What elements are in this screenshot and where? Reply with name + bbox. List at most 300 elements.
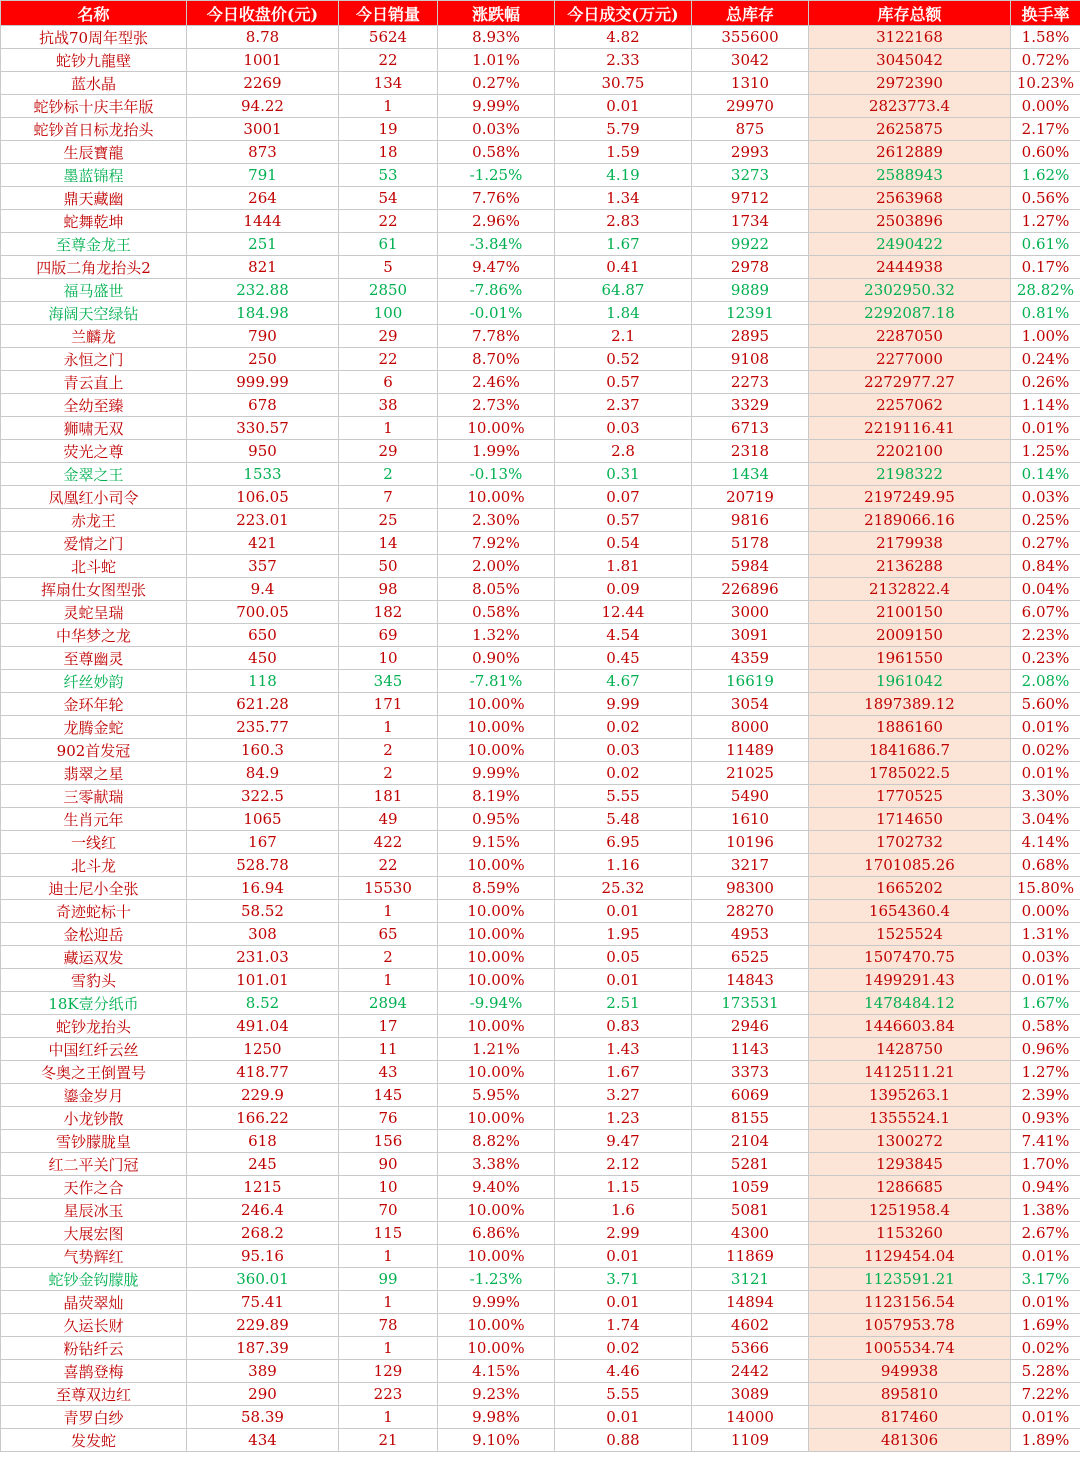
cell-turnover: 9.47 [555, 1130, 692, 1153]
cell-name: 雪钞朦胧皇 [1, 1130, 187, 1153]
cell-close-price: 95.16 [187, 1245, 339, 1268]
table-row [1, 1337, 1080, 1360]
cell-stock-amount: 2563968 [809, 187, 1011, 210]
cell-change: 2.30% [438, 509, 555, 532]
cell-turnover: 1.15 [555, 1176, 692, 1199]
cell-stock-amount: 1841686.7 [809, 739, 1011, 762]
cell-stock-amount: 2823773.4 [809, 95, 1011, 118]
cell-close-price: 491.04 [187, 1015, 339, 1038]
cell-close-price: 58.39 [187, 1406, 339, 1429]
cell-stock-amount: 2588943 [809, 164, 1011, 187]
cell-turnover: 2.1 [555, 325, 692, 348]
table-row [1, 440, 1080, 463]
cell-change: 1.99% [438, 440, 555, 463]
cell-volume: 99 [339, 1268, 438, 1291]
cell-turnover-rate: 2.08% [1011, 670, 1080, 693]
cell-turnover-rate: 0.00% [1011, 95, 1080, 118]
table-row [1, 118, 1080, 141]
table-row [1, 26, 1080, 49]
table-row [1, 923, 1080, 946]
table-row [1, 1406, 1080, 1429]
cell-turnover-rate: 0.17% [1011, 256, 1080, 279]
cell-stock: 3329 [692, 394, 809, 417]
cell-stock: 2318 [692, 440, 809, 463]
cell-name: 金翠之王 [1, 463, 187, 486]
cell-change: -1.25% [438, 164, 555, 187]
table-row [1, 1245, 1080, 1268]
cell-turnover-rate: 28.82% [1011, 279, 1080, 302]
cell-change: 8.19% [438, 785, 555, 808]
cell-volume: 345 [339, 670, 438, 693]
cell-close-price: 1250 [187, 1038, 339, 1061]
cell-change: 10.00% [438, 1337, 555, 1360]
table-row [1, 141, 1080, 164]
cell-turnover-rate: 0.26% [1011, 371, 1080, 394]
cell-stock: 9816 [692, 509, 809, 532]
cell-stock: 2993 [692, 141, 809, 164]
cell-name: 蛇钞九龍壁 [1, 49, 187, 72]
cell-turnover: 1.6 [555, 1199, 692, 1222]
cell-stock-amount: 1499291.43 [809, 969, 1011, 992]
cell-change: 9.15% [438, 831, 555, 854]
cell-turnover: 0.88 [555, 1429, 692, 1452]
cell-name: 青云直上 [1, 371, 187, 394]
cell-volume: 2 [339, 463, 438, 486]
table-row [1, 624, 1080, 647]
cell-name: 蛇钞龙抬头 [1, 1015, 187, 1038]
table-row [1, 1130, 1080, 1153]
cell-stock-amount: 2972390 [809, 72, 1011, 95]
header-stock: 总库存 [692, 1, 809, 26]
table-row [1, 1314, 1080, 1337]
cell-volume: 1 [339, 900, 438, 923]
cell-volume: 50 [339, 555, 438, 578]
cell-turnover: 5.55 [555, 1383, 692, 1406]
cell-turnover-rate: 6.07% [1011, 601, 1080, 624]
cell-volume: 76 [339, 1107, 438, 1130]
cell-stock-amount: 1785022.5 [809, 762, 1011, 785]
cell-change: 8.70% [438, 348, 555, 371]
cell-volume: 2 [339, 739, 438, 762]
cell-stock-amount: 1123591.21 [809, 1268, 1011, 1291]
cell-turnover-rate: 2.39% [1011, 1084, 1080, 1107]
cell-volume: 14 [339, 532, 438, 555]
cell-stock-amount: 949938 [809, 1360, 1011, 1383]
table-row [1, 739, 1080, 762]
cell-turnover: 0.02 [555, 716, 692, 739]
cell-close-price: 231.03 [187, 946, 339, 969]
cell-turnover: 3.71 [555, 1268, 692, 1291]
header-name: 名称 [1, 1, 187, 26]
cell-stock-amount: 1129454.04 [809, 1245, 1011, 1268]
cell-close-price: 251 [187, 233, 339, 256]
cell-close-price: 1065 [187, 808, 339, 831]
cell-change: 1.21% [438, 1038, 555, 1061]
cell-close-price: 650 [187, 624, 339, 647]
cell-turnover-rate: 0.94% [1011, 1176, 1080, 1199]
cell-change: 3.38% [438, 1153, 555, 1176]
table-row [1, 1199, 1080, 1222]
cell-change: 10.00% [438, 1314, 555, 1337]
cell-turnover: 0.57 [555, 371, 692, 394]
cell-volume: 18 [339, 141, 438, 164]
cell-volume: 49 [339, 808, 438, 831]
cell-volume: 10 [339, 1176, 438, 1199]
cell-volume: 98 [339, 578, 438, 601]
cell-volume: 171 [339, 693, 438, 716]
cell-name: 红二平关门冠 [1, 1153, 187, 1176]
cell-change: 9.98% [438, 1406, 555, 1429]
cell-turnover-rate: 1.69% [1011, 1314, 1080, 1337]
cell-close-price: 250 [187, 348, 339, 371]
cell-turnover-rate: 0.01% [1011, 969, 1080, 992]
cell-turnover-rate: 7.22% [1011, 1383, 1080, 1406]
cell-change: 9.40% [438, 1176, 555, 1199]
header-stock-amount: 库存总额 [809, 1, 1011, 26]
cell-change: 10.00% [438, 1061, 555, 1084]
cell-name: 爱情之门 [1, 532, 187, 555]
cell-close-price: 166.22 [187, 1107, 339, 1130]
cell-change: 10.00% [438, 900, 555, 923]
cell-turnover-rate: 1.27% [1011, 1061, 1080, 1084]
cell-stock-amount: 2302950.32 [809, 279, 1011, 302]
cell-stock-amount: 1123156.54 [809, 1291, 1011, 1314]
cell-stock-amount: 1714650 [809, 808, 1011, 831]
cell-turnover-rate: 7.41% [1011, 1130, 1080, 1153]
cell-stock-amount: 1300272 [809, 1130, 1011, 1153]
cell-name: 荧光之尊 [1, 440, 187, 463]
cell-change: 2.73% [438, 394, 555, 417]
cell-close-price: 3001 [187, 118, 339, 141]
cell-volume: 78 [339, 1314, 438, 1337]
cell-stock-amount: 1293845 [809, 1153, 1011, 1176]
cell-change: 1.32% [438, 624, 555, 647]
cell-change: 10.00% [438, 693, 555, 716]
cell-name: 中华梦之龙 [1, 624, 187, 647]
cell-change: 10.00% [438, 1107, 555, 1130]
table-row [1, 486, 1080, 509]
cell-turnover: 0.52 [555, 348, 692, 371]
cell-stock-amount: 2132822.4 [809, 578, 1011, 601]
cell-change: 10.00% [438, 969, 555, 992]
cell-stock-amount: 1654360.4 [809, 900, 1011, 923]
cell-turnover: 64.87 [555, 279, 692, 302]
cell-stock: 875 [692, 118, 809, 141]
cell-close-price: 223.01 [187, 509, 339, 532]
table-row [1, 877, 1080, 900]
cell-change: 5.95% [438, 1084, 555, 1107]
cell-turnover: 3.27 [555, 1084, 692, 1107]
cell-turnover: 4.46 [555, 1360, 692, 1383]
cell-stock: 3091 [692, 624, 809, 647]
cell-name: 挥扇仕女图型张 [1, 578, 187, 601]
cell-turnover: 5.55 [555, 785, 692, 808]
cell-close-price: 229.9 [187, 1084, 339, 1107]
cell-stock: 3089 [692, 1383, 809, 1406]
cell-close-price: 58.52 [187, 900, 339, 923]
cell-volume: 19 [339, 118, 438, 141]
cell-volume: 10 [339, 647, 438, 670]
cell-change: 4.15% [438, 1360, 555, 1383]
cell-name: 至尊幽灵 [1, 647, 187, 670]
cell-change: 0.95% [438, 808, 555, 831]
cell-change: 10.00% [438, 854, 555, 877]
cell-close-price: 621.28 [187, 693, 339, 716]
cell-turnover-rate: 0.23% [1011, 647, 1080, 670]
cell-turnover: 1.74 [555, 1314, 692, 1337]
table-row [1, 854, 1080, 877]
cell-name: 气势辉红 [1, 1245, 187, 1268]
cell-stock: 5081 [692, 1199, 809, 1222]
cell-volume: 181 [339, 785, 438, 808]
cell-turnover-rate: 0.61% [1011, 233, 1080, 256]
cell-volume: 129 [339, 1360, 438, 1383]
cell-stock-amount: 2198322 [809, 463, 1011, 486]
cell-turnover-rate: 10.23% [1011, 72, 1080, 95]
cell-turnover-rate: 1.27% [1011, 210, 1080, 233]
table-row [1, 1291, 1080, 1314]
cell-name: 晶荧翠灿 [1, 1291, 187, 1314]
cell-stock: 355600 [692, 26, 809, 49]
cell-name: 生肖元年 [1, 808, 187, 831]
cell-turnover: 2.51 [555, 992, 692, 1015]
cell-turnover: 0.01 [555, 900, 692, 923]
cell-close-price: 232.88 [187, 279, 339, 302]
cell-volume: 65 [339, 923, 438, 946]
cell-turnover: 0.54 [555, 532, 692, 555]
cell-turnover-rate: 1.38% [1011, 1199, 1080, 1222]
cell-turnover: 2.33 [555, 49, 692, 72]
cell-close-price: 330.57 [187, 417, 339, 440]
cell-turnover-rate: 5.28% [1011, 1360, 1080, 1383]
table-row [1, 532, 1080, 555]
header-turnover-rate: 换手率 [1011, 1, 1080, 26]
cell-turnover: 0.57 [555, 509, 692, 532]
cell-turnover: 1.16 [555, 854, 692, 877]
cell-turnover: 0.41 [555, 256, 692, 279]
cell-stock: 6713 [692, 417, 809, 440]
cell-close-price: 528.78 [187, 854, 339, 877]
cell-turnover-rate: 1.25% [1011, 440, 1080, 463]
cell-volume: 29 [339, 325, 438, 348]
cell-close-price: 1444 [187, 210, 339, 233]
cell-volume: 1 [339, 1245, 438, 1268]
cell-turnover: 2.37 [555, 394, 692, 417]
cell-turnover: 0.03 [555, 417, 692, 440]
cell-change: 7.78% [438, 325, 555, 348]
cell-stock-amount: 1507470.75 [809, 946, 1011, 969]
cell-change: -7.81% [438, 670, 555, 693]
cell-name: 粉钻纤云 [1, 1337, 187, 1360]
cell-name: 18K壹分纸币 [1, 992, 187, 1015]
cell-stock-amount: 1701085.26 [809, 854, 1011, 877]
cell-stock-amount: 1525524 [809, 923, 1011, 946]
cell-turnover: 2.8 [555, 440, 692, 463]
cell-turnover-rate: 0.02% [1011, 1337, 1080, 1360]
table-row [1, 992, 1080, 1015]
header-change: 涨跌幅 [438, 1, 555, 26]
cell-volume: 11 [339, 1038, 438, 1061]
table-header [1, 1, 1080, 26]
cell-volume: 53 [339, 164, 438, 187]
cell-turnover-rate: 1.70% [1011, 1153, 1080, 1176]
cell-name: 墨蓝锦程 [1, 164, 187, 187]
cell-turnover-rate: 0.04% [1011, 578, 1080, 601]
cell-turnover: 25.32 [555, 877, 692, 900]
cell-change: 10.00% [438, 1245, 555, 1268]
cell-stock: 4359 [692, 647, 809, 670]
cell-volume: 69 [339, 624, 438, 647]
cell-name: 抗战70周年型张 [1, 26, 187, 49]
cell-turnover-rate: 0.01% [1011, 417, 1080, 440]
cell-turnover-rate: 5.60% [1011, 693, 1080, 716]
cell-stock-amount: 1355524.1 [809, 1107, 1011, 1130]
cell-volume: 43 [339, 1061, 438, 1084]
cell-close-price: 418.77 [187, 1061, 339, 1084]
cell-stock: 3373 [692, 1061, 809, 1084]
cell-stock: 4953 [692, 923, 809, 946]
cell-change: 0.90% [438, 647, 555, 670]
cell-name: 藏运双发 [1, 946, 187, 969]
cell-volume: 6 [339, 371, 438, 394]
cell-name: 三零献瑞 [1, 785, 187, 808]
cell-stock: 8000 [692, 716, 809, 739]
cell-volume: 5624 [339, 26, 438, 49]
cell-turnover-rate: 0.72% [1011, 49, 1080, 72]
cell-stock: 3000 [692, 601, 809, 624]
cell-stock: 5984 [692, 555, 809, 578]
cell-turnover: 0.01 [555, 1291, 692, 1314]
cell-name: 北斗龙 [1, 854, 187, 877]
cell-turnover-rate: 15.80% [1011, 877, 1080, 900]
cell-volume: 54 [339, 187, 438, 210]
cell-name: 久运长财 [1, 1314, 187, 1337]
cell-turnover: 1.67 [555, 1061, 692, 1084]
cell-stock: 3121 [692, 1268, 809, 1291]
cell-name: 海阔天空绿钻 [1, 302, 187, 325]
cell-close-price: 246.4 [187, 1199, 339, 1222]
cell-turnover-rate: 1.14% [1011, 394, 1080, 417]
cell-turnover-rate: 1.00% [1011, 325, 1080, 348]
cell-stock: 14894 [692, 1291, 809, 1314]
cell-change: 0.27% [438, 72, 555, 95]
cell-turnover-rate: 2.67% [1011, 1222, 1080, 1245]
cell-stock: 21025 [692, 762, 809, 785]
table-row [1, 808, 1080, 831]
table-row [1, 555, 1080, 578]
cell-volume: 15530 [339, 877, 438, 900]
cell-stock-amount: 2197249.95 [809, 486, 1011, 509]
cell-stock: 5490 [692, 785, 809, 808]
cell-stock: 3042 [692, 49, 809, 72]
table-row [1, 371, 1080, 394]
cell-name: 灵蛇呈瑞 [1, 601, 187, 624]
cell-change: 1.01% [438, 49, 555, 72]
cell-close-price: 2269 [187, 72, 339, 95]
cell-stock-amount: 895810 [809, 1383, 1011, 1406]
cell-turnover: 0.31 [555, 463, 692, 486]
cell-name: 蛇钞标十庆丰年版 [1, 95, 187, 118]
cell-turnover-rate: 0.93% [1011, 1107, 1080, 1130]
table-row [1, 1038, 1080, 1061]
header-volume: 今日销量 [339, 1, 438, 26]
cell-turnover-rate: 1.58% [1011, 26, 1080, 49]
cell-close-price: 322.5 [187, 785, 339, 808]
cell-stock: 29970 [692, 95, 809, 118]
cell-close-price: 950 [187, 440, 339, 463]
cell-name: 一线红 [1, 831, 187, 854]
cell-volume: 115 [339, 1222, 438, 1245]
cell-turnover: 4.19 [555, 164, 692, 187]
cell-turnover: 6.95 [555, 831, 692, 854]
cell-change: 10.00% [438, 923, 555, 946]
table-row [1, 1176, 1080, 1199]
cell-volume: 29 [339, 440, 438, 463]
cell-turnover: 1.81 [555, 555, 692, 578]
cell-turnover-rate: 0.27% [1011, 532, 1080, 555]
cell-close-price: 245 [187, 1153, 339, 1176]
table-row [1, 693, 1080, 716]
cell-volume: 5 [339, 256, 438, 279]
cell-stock-amount: 1153260 [809, 1222, 1011, 1245]
cell-stock: 1434 [692, 463, 809, 486]
cell-name: 兰麟龙 [1, 325, 187, 348]
cell-turnover: 0.01 [555, 1245, 692, 1268]
cell-stock: 14000 [692, 1406, 809, 1429]
cell-turnover-rate: 3.04% [1011, 808, 1080, 831]
cell-close-price: 84.9 [187, 762, 339, 785]
cell-turnover-rate: 0.14% [1011, 463, 1080, 486]
cell-stock-amount: 1005534.74 [809, 1337, 1011, 1360]
cell-close-price: 700.05 [187, 601, 339, 624]
cell-close-price: 873 [187, 141, 339, 164]
cell-volume: 1 [339, 1291, 438, 1314]
cell-volume: 1 [339, 95, 438, 118]
cell-turnover: 5.79 [555, 118, 692, 141]
cell-stock-amount: 1428750 [809, 1038, 1011, 1061]
cell-stock: 9922 [692, 233, 809, 256]
cell-name: 迪士尼小全张 [1, 877, 187, 900]
cell-name: 翡翠之星 [1, 762, 187, 785]
cell-stock-amount: 1961042 [809, 670, 1011, 693]
cell-turnover: 1.43 [555, 1038, 692, 1061]
cell-volume: 1 [339, 969, 438, 992]
table-row [1, 1383, 1080, 1406]
cell-turnover-rate: 3.17% [1011, 1268, 1080, 1291]
cell-stock-amount: 2292087.18 [809, 302, 1011, 325]
cell-name: 青罗白纱 [1, 1406, 187, 1429]
cell-volume: 2 [339, 946, 438, 969]
cell-name: 鎏金岁月 [1, 1084, 187, 1107]
cell-volume: 223 [339, 1383, 438, 1406]
cell-stock-amount: 1702732 [809, 831, 1011, 854]
table-row [1, 1268, 1080, 1291]
cell-volume: 1 [339, 716, 438, 739]
cell-stock: 5178 [692, 532, 809, 555]
cell-stock: 1143 [692, 1038, 809, 1061]
cell-change: -9.94% [438, 992, 555, 1015]
cell-stock-amount: 1412511.21 [809, 1061, 1011, 1084]
cell-turnover: 1.84 [555, 302, 692, 325]
cell-name: 902首发冠 [1, 739, 187, 762]
cell-volume: 38 [339, 394, 438, 417]
cell-turnover: 30.75 [555, 72, 692, 95]
cell-turnover: 0.05 [555, 946, 692, 969]
cell-close-price: 290 [187, 1383, 339, 1406]
cell-turnover-rate: 1.67% [1011, 992, 1080, 1015]
cell-change: 10.00% [438, 716, 555, 739]
cell-stock: 2895 [692, 325, 809, 348]
